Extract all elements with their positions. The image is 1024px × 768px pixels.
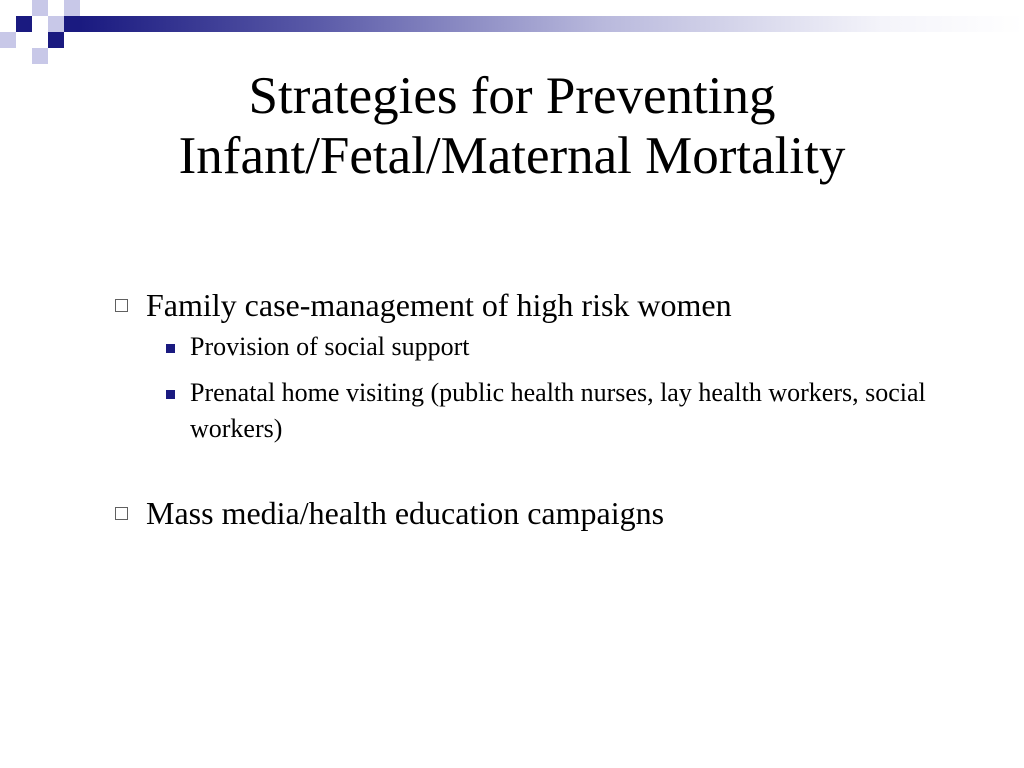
box-bullet-icon (115, 299, 128, 312)
sub-bullet-item (166, 329, 975, 365)
header-decoration (0, 0, 1024, 64)
sub-bullet-item (166, 375, 975, 447)
slide-title (0, 66, 1024, 186)
header-gradient-bar (80, 16, 1024, 32)
bullet-list (115, 285, 975, 533)
bullet-text: Family case-management of high risk women (146, 287, 732, 323)
bullet-item (115, 493, 975, 533)
bullet-item (115, 285, 975, 447)
box-bullet-icon (115, 507, 128, 520)
header-square (48, 32, 64, 48)
header-square (64, 0, 80, 16)
header-square (16, 16, 32, 32)
slide-title-line: Strategies for Preventing (248, 67, 776, 125)
header-square (48, 16, 64, 32)
header-square (32, 0, 48, 16)
sub-bullet-list (146, 329, 975, 447)
bullet-text: Mass media/health education campaigns (146, 495, 665, 531)
sub-bullet-text: Prenatal home visiting (public health nurses, lay health workers, social workers) (190, 378, 926, 443)
sub-bullet-text: Provision of social support (190, 332, 470, 361)
square-bullet-icon (166, 344, 175, 353)
slide-title-line: Infant/Fetal/Maternal Mortality (178, 127, 846, 185)
header-square (0, 32, 16, 48)
header-square (32, 48, 48, 64)
header-square (64, 16, 80, 32)
square-bullet-icon (166, 390, 175, 399)
